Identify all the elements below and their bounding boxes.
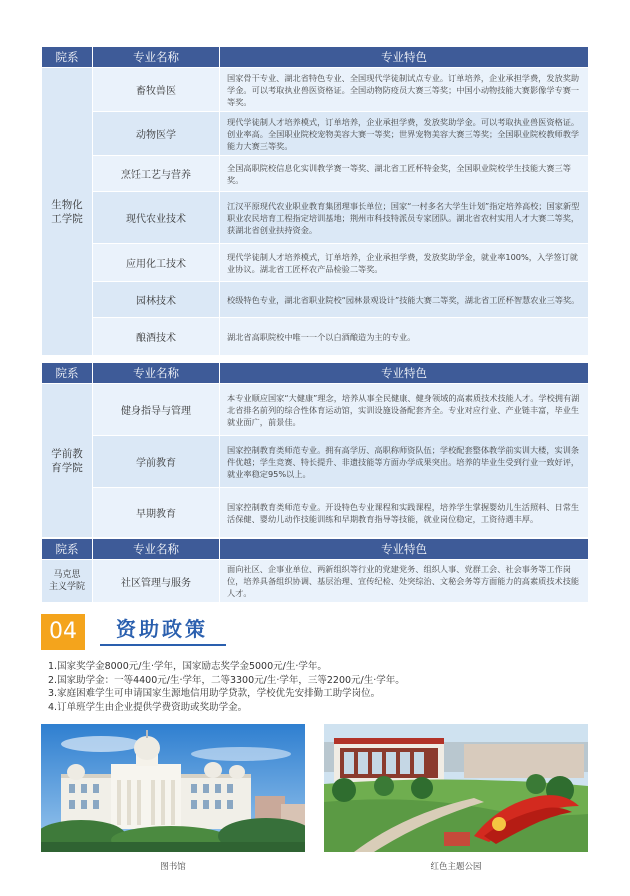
- header-feature: 专业特色: [220, 539, 589, 560]
- major-feature: 江汉平原现代农业职业教育集团理事长单位；国家“一村多名大学生计划”指定培养高校；国家新型职业农民培育工程指定培训基地；荆州市科技特派员专家团队。湖北省农村实用人才大赛二等奖，获湖北省创业扶持资金。: [220, 192, 589, 244]
- dept-cell: 学前教 育学院: [42, 384, 93, 538]
- major-feature: 现代学徒制人才培养模式，订单培养，企业承担学费，发放奖助学金，就业率100%，入学签订就业协议。湖北省工匠杯农产品检验二等奖。: [220, 244, 589, 282]
- major-feature: 现代学徒制人才培养模式，订单培养，企业承担学费，发放奖助学金。可以考取执业兽医资格证。创业率高。全国职业院校宠物美容大赛一等奖；世界宠物美容大赛三等奖；全国职业院校教师教学能力大赛三等奖。: [220, 112, 589, 156]
- table-row: [42, 112, 589, 156]
- majors-table-marxism: [41, 538, 589, 603]
- major-name: 健身指导与管理: [93, 384, 220, 436]
- table-row: [42, 560, 589, 603]
- header-dept: 院系: [42, 539, 93, 560]
- major-name: 动物医学: [93, 112, 220, 156]
- major-feature: 面向社区、企事业单位、两新组织等行业的党建党务、组织人事、党群工会、社会事务等工作岗位，培养具备组织协调、基层治理、宣传纪检、处突综治、文秘会务等方面能力的高素质技术技能人才。: [220, 560, 589, 603]
- section-divider: [86, 614, 88, 650]
- section-underline: [100, 644, 226, 646]
- major-feature: 全国高职院校信息化实训教学赛一等奖、湖北省工匠杯特金奖，全国职业院校学生技能大赛三等奖。: [220, 156, 589, 192]
- header-feature: 专业特色: [220, 47, 589, 68]
- major-name: 早期教育: [93, 488, 220, 538]
- policy-item: 4.订单班学生由企业提供学费资助或奖助学金。: [48, 701, 248, 713]
- table-row: [42, 282, 589, 318]
- major-feature: 湖北省高职院校中唯一一个以白酒酿造为主的专业。: [220, 318, 589, 356]
- policy-list: [48, 660, 608, 714]
- majors-table-biochem: [41, 46, 589, 356]
- major-feature: 国家控制教育类师范专业。开设特色专业课程和实践课程，培养学生掌握婴幼儿生活照料、日常生活保健、婴幼儿动作技能训练和早期教育指导等技能，就业岗位稳定，工资待遇丰厚。: [220, 488, 589, 538]
- major-feature: 本专业顺应国家“大健康”理念，培养从事全民健康、健身领域的高素质技术技能人才。学校拥有湖北省排名前列的综合性体育运动馆，实训设施设备配套齐全。专业对应行业、产业链丰富，毕业生就业面广，前景佳。: [220, 384, 589, 436]
- policy-item: 1.国家奖学金8000元/生·学年，国家励志奖学金5000元/生·学年。: [48, 661, 327, 672]
- header-major: 专业名称: [93, 47, 220, 68]
- section-title: 资助政策: [116, 617, 208, 641]
- library-caption: 图书馆: [160, 862, 186, 872]
- table-row: [42, 318, 589, 356]
- table-row: [42, 384, 589, 436]
- major-feature: 校级特色专业，湖北省职业院校“园林景观设计”技能大赛二等奖，湖北省工匠杯智慧农业三等奖。: [220, 282, 589, 318]
- major-name: 烹饪工艺与营养: [93, 156, 220, 192]
- major-name: 应用化工技术: [93, 244, 220, 282]
- major-name: 园林技术: [93, 282, 220, 318]
- section-number: 04: [41, 614, 85, 650]
- dept-cell: 生物化 工学院: [42, 68, 93, 356]
- major-name: 社区管理与服务: [93, 560, 220, 603]
- park-photo: [324, 724, 588, 852]
- header-feature: 专业特色: [220, 363, 589, 384]
- header-major: 专业名称: [93, 539, 220, 560]
- majors-table-preschool: [41, 362, 589, 538]
- table-row: [42, 488, 589, 538]
- library-illustration: [41, 724, 305, 852]
- major-name: 酿酒技术: [93, 318, 220, 356]
- major-name: 畜牧兽医: [93, 68, 220, 112]
- header-major: 专业名称: [93, 363, 220, 384]
- park-caption: 红色主题公园: [430, 862, 482, 872]
- table-row: [42, 436, 589, 488]
- table-row: [42, 192, 589, 244]
- major-feature: 国家骨干专业、湖北省特色专业、全国现代学徒制试点专业。订单培养，企业承担学费，发放奖助学金。可以考取执业兽医资格证。全国动物防疫员大赛三等奖；中国小动物技能大赛影像学专赛一等奖。: [220, 68, 589, 112]
- header-dept: 院系: [42, 363, 93, 384]
- table-row: [42, 68, 589, 112]
- dept-cell: 马克思 主义学院: [42, 560, 93, 603]
- park-illustration: [324, 724, 588, 852]
- major-feature: 国家控制教育类师范专业。拥有高学历、高职称师资队伍；学校配套整体教学前实训大楼，实训条件优越；学生竞赛、特长提升、非遗技能等方面办学成果突出。培养的毕业生受到行业一致好评，就业率稳定95%以上。: [220, 436, 589, 488]
- table-row: [42, 244, 589, 282]
- policy-item: 3.家庭困难学生可申请国家生源地信用助学贷款，学校优先安排勤工助学岗位。: [48, 688, 381, 699]
- major-name: 现代农业技术: [93, 192, 220, 244]
- table-row: [42, 156, 589, 192]
- library-photo: [41, 724, 305, 852]
- major-name: 学前教育: [93, 436, 220, 488]
- header-dept: 院系: [42, 47, 93, 68]
- policy-item: 2.国家助学金：一等4400元/生·学年，二等3300元/生·学年，三等2200元/生·学年。: [48, 674, 405, 686]
